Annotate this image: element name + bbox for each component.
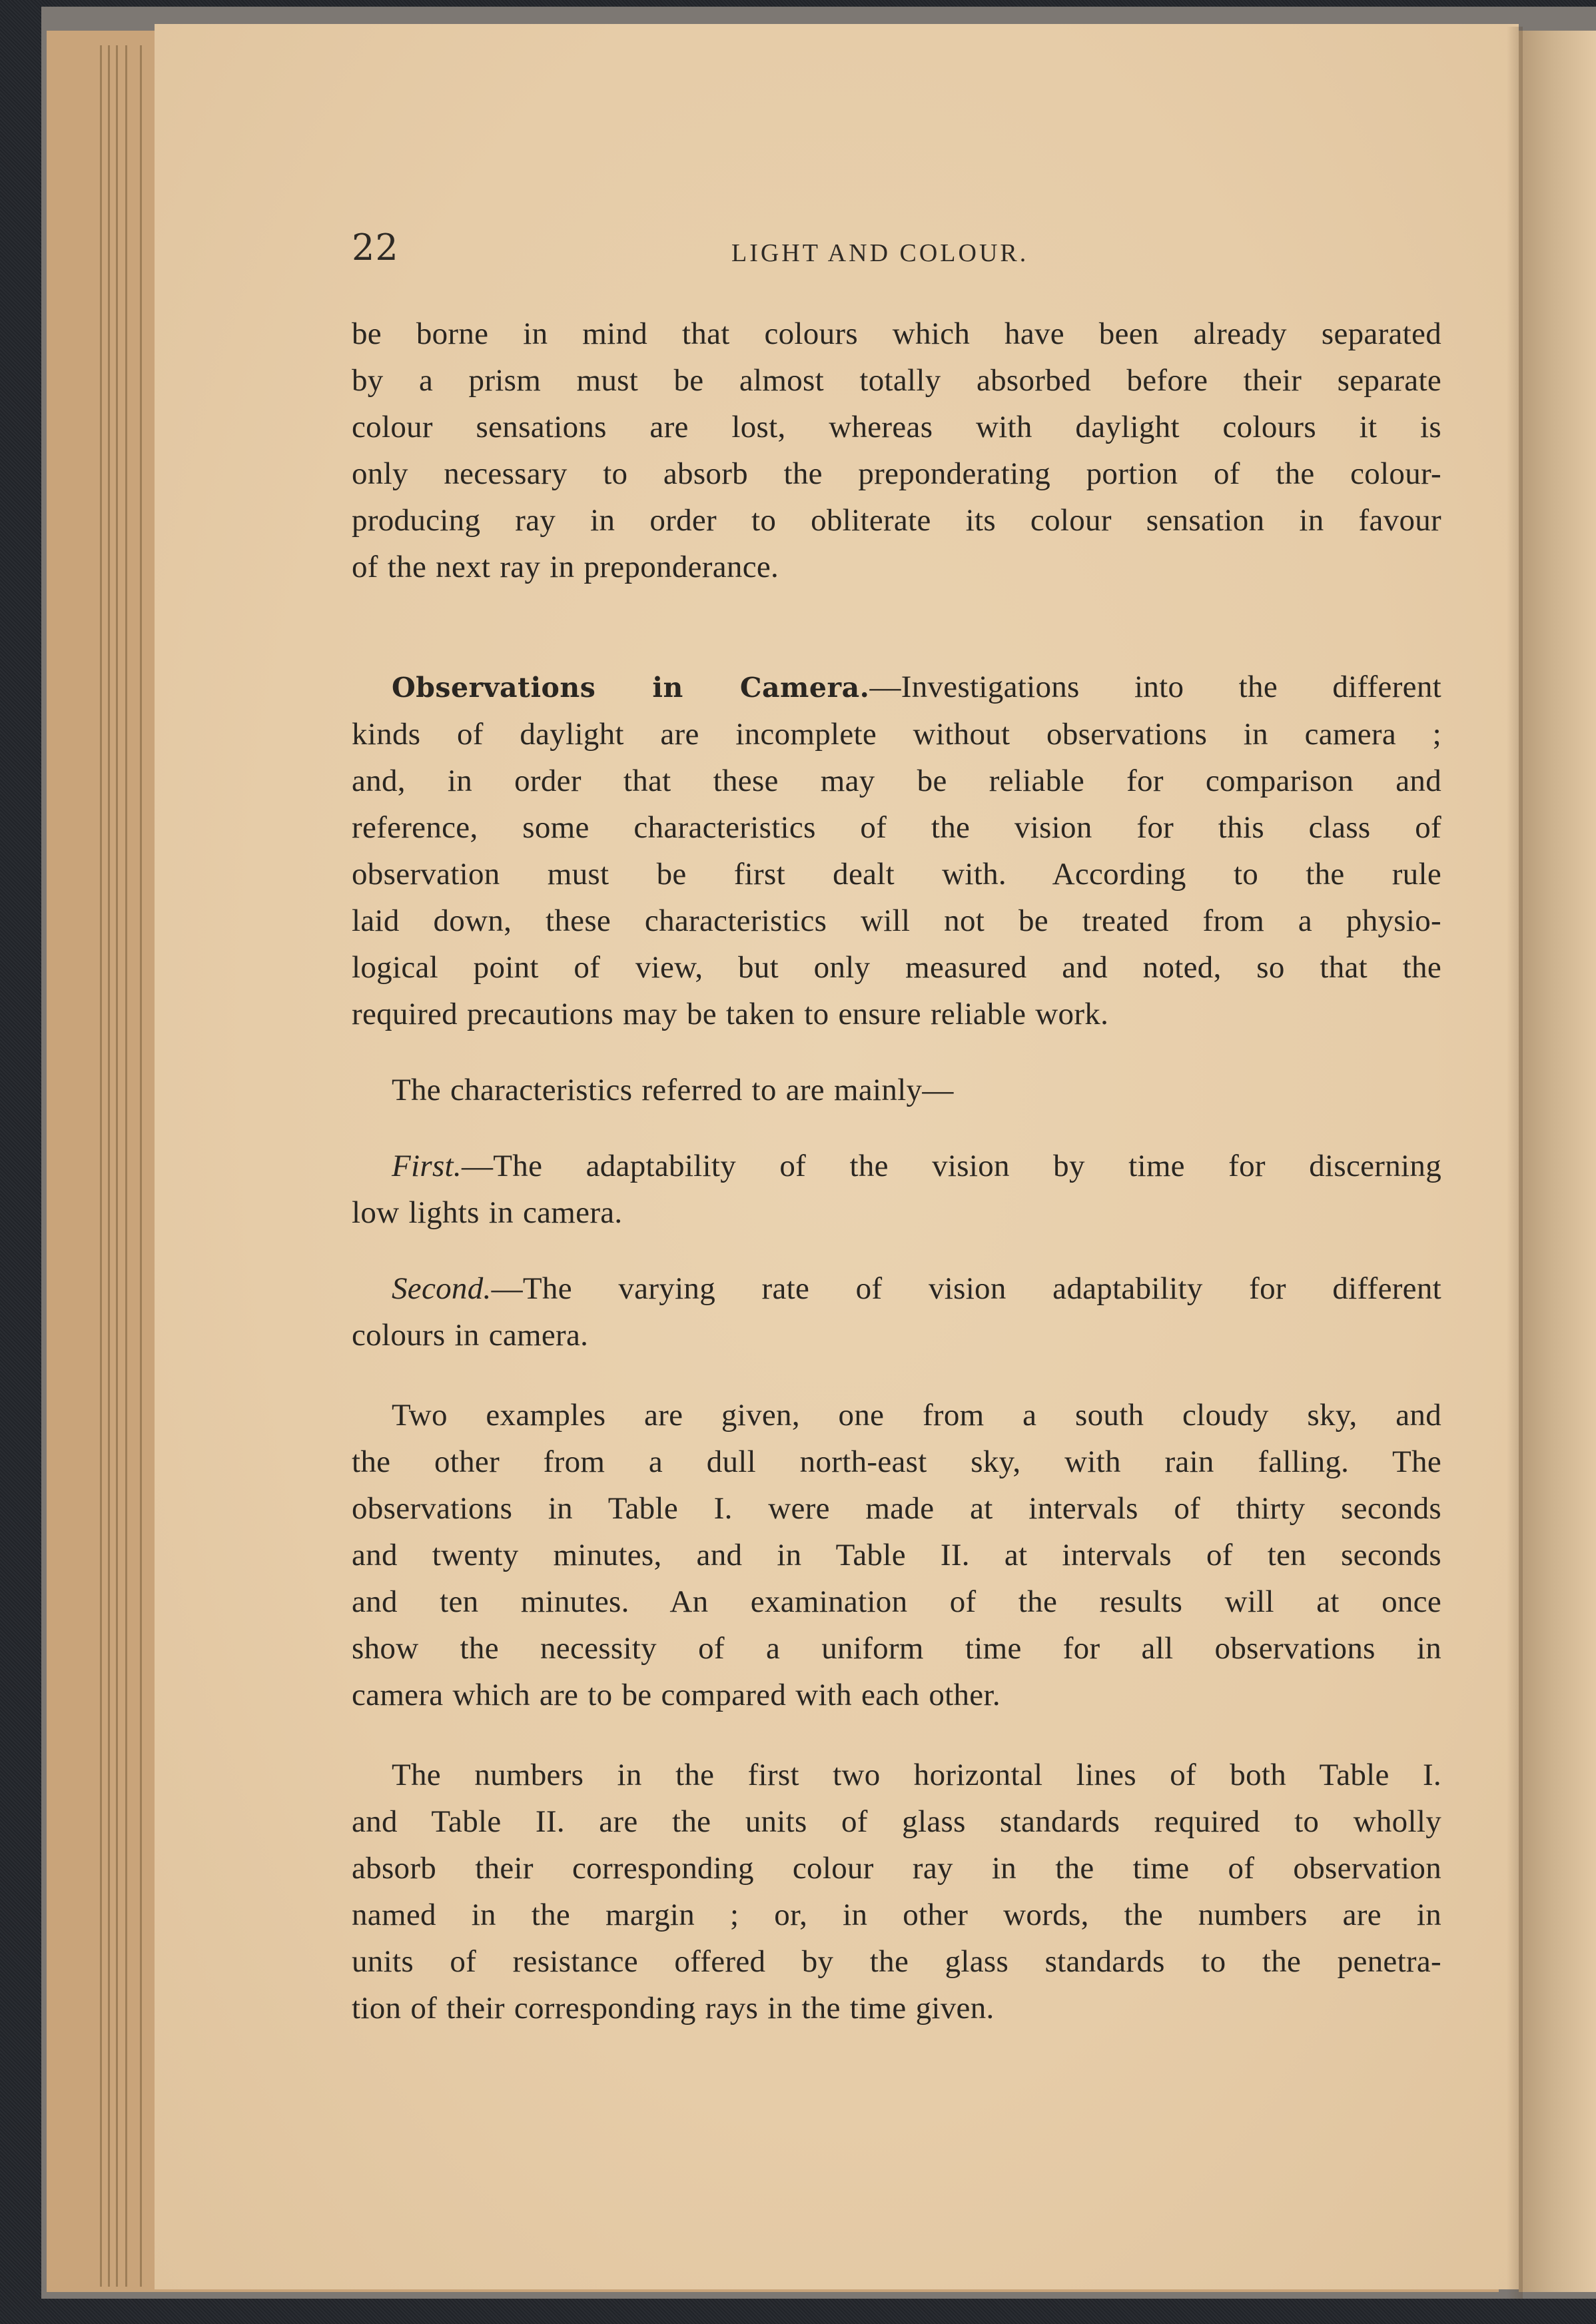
body-text	[352, 310, 1441, 2032]
text-line: The numbers in the first two horizontal lines of both Table I.	[392, 1758, 1441, 1792]
section-sidehead: Observations in Camera.	[392, 672, 870, 704]
item-lead-second: Second.	[392, 1271, 492, 1306]
text-line: and, in order that these may be reliable for comparison and	[352, 764, 1441, 798]
page-edge-line	[108, 45, 110, 2287]
paragraph-observations-in-camera	[352, 664, 1441, 1037]
text-line	[352, 664, 1441, 711]
text-run: —Investigations into the different	[869, 670, 1441, 704]
text-line: Two examples are given, one from a south cloudy sky, and	[392, 1398, 1441, 1433]
paragraph-first	[352, 1143, 1441, 1236]
text-line: observation must be first dealt with. According to the rule	[352, 857, 1441, 891]
page-number: 22	[352, 227, 399, 269]
text-line: The characteristics referred to are mainly—	[392, 1073, 954, 1107]
text-run: —The varying rate of vision adaptability for different	[491, 1271, 1441, 1306]
paragraph-two-examples	[352, 1392, 1441, 1718]
text-line: be borne in mind that colours which have been already separated	[352, 316, 1441, 351]
text-line: of the next ray in preponderance.	[352, 550, 779, 584]
page-text-block	[352, 227, 1441, 2032]
text-line: tion of their corresponding rays in the time given.	[352, 1991, 995, 2026]
item-lead-first: First.	[392, 1149, 462, 1183]
text-line: named in the margin ; or, in other words, the numbers are in	[352, 1898, 1441, 1932]
text-line: units of resistance offered by the glass standards to the penetra-	[352, 1944, 1441, 1979]
text-line: by a prism must be almost totally absorbed before their separate	[352, 363, 1441, 398]
facing-page-edge	[1519, 31, 1596, 2292]
text-line: reference, some characteristics of the vision for this class of	[352, 810, 1441, 845]
gutter-shadow	[1507, 27, 1523, 2299]
text-line: show the necessity of a uniform time for all observations in	[352, 1631, 1441, 1666]
text-line	[352, 1265, 1441, 1312]
text-line: producing ray in order to obliterate its colour sensation in favour	[352, 503, 1441, 538]
paragraph-second	[352, 1265, 1441, 1359]
text-line: absorb their corresponding colour ray in the time of observation	[352, 1851, 1441, 1886]
text-line: camera which are to be compared with each other.	[352, 1678, 1000, 1712]
text-line: observations in Table I. were made at intervals of thirty seconds	[352, 1491, 1441, 1526]
text-line: and twenty minutes, and in Table II. at intervals of ten seconds	[352, 1538, 1441, 1572]
text-line	[352, 1143, 1441, 1189]
text-line: kinds of daylight are incomplete without observations in camera ;	[352, 717, 1441, 752]
text-line: logical point of view, but only measured and noted, so that the	[352, 950, 1441, 985]
text-line: colour sensations are lost, whereas with daylight colours it is	[352, 410, 1441, 444]
text-line: only necessary to absorb the preponderating portion of the colour-	[352, 456, 1441, 491]
text-line: the other from a dull north-east sky, with rain falling. The	[352, 1445, 1441, 1479]
running-title: LIGHT AND COLOUR.	[731, 239, 1029, 267]
text-line: colours in camera.	[352, 1318, 589, 1353]
text-line: required precautions may be taken to ensure reliable work.	[352, 997, 1109, 1031]
text-run: —The adaptability of the vision by time for discerning	[461, 1149, 1441, 1183]
text-line: low lights in camera.	[352, 1195, 623, 1230]
paragraph-numbers-in-tables	[352, 1752, 1441, 2032]
text-line: and ten minutes. An examination of the results will at once	[352, 1584, 1441, 1619]
page-edge-line	[140, 45, 142, 2287]
text-line: laid down, these characteristics will not be treated from a physio-	[352, 903, 1441, 938]
page-edge-line	[116, 45, 118, 2287]
page-edge-line	[125, 45, 127, 2287]
paragraph-characteristics-intro	[352, 1067, 1441, 1113]
paragraph-continuation	[352, 310, 1441, 590]
running-head	[352, 227, 1441, 273]
text-line: and Table II. are the units of glass standards required to wholly	[352, 1804, 1441, 1839]
page-edge-line	[100, 45, 102, 2287]
